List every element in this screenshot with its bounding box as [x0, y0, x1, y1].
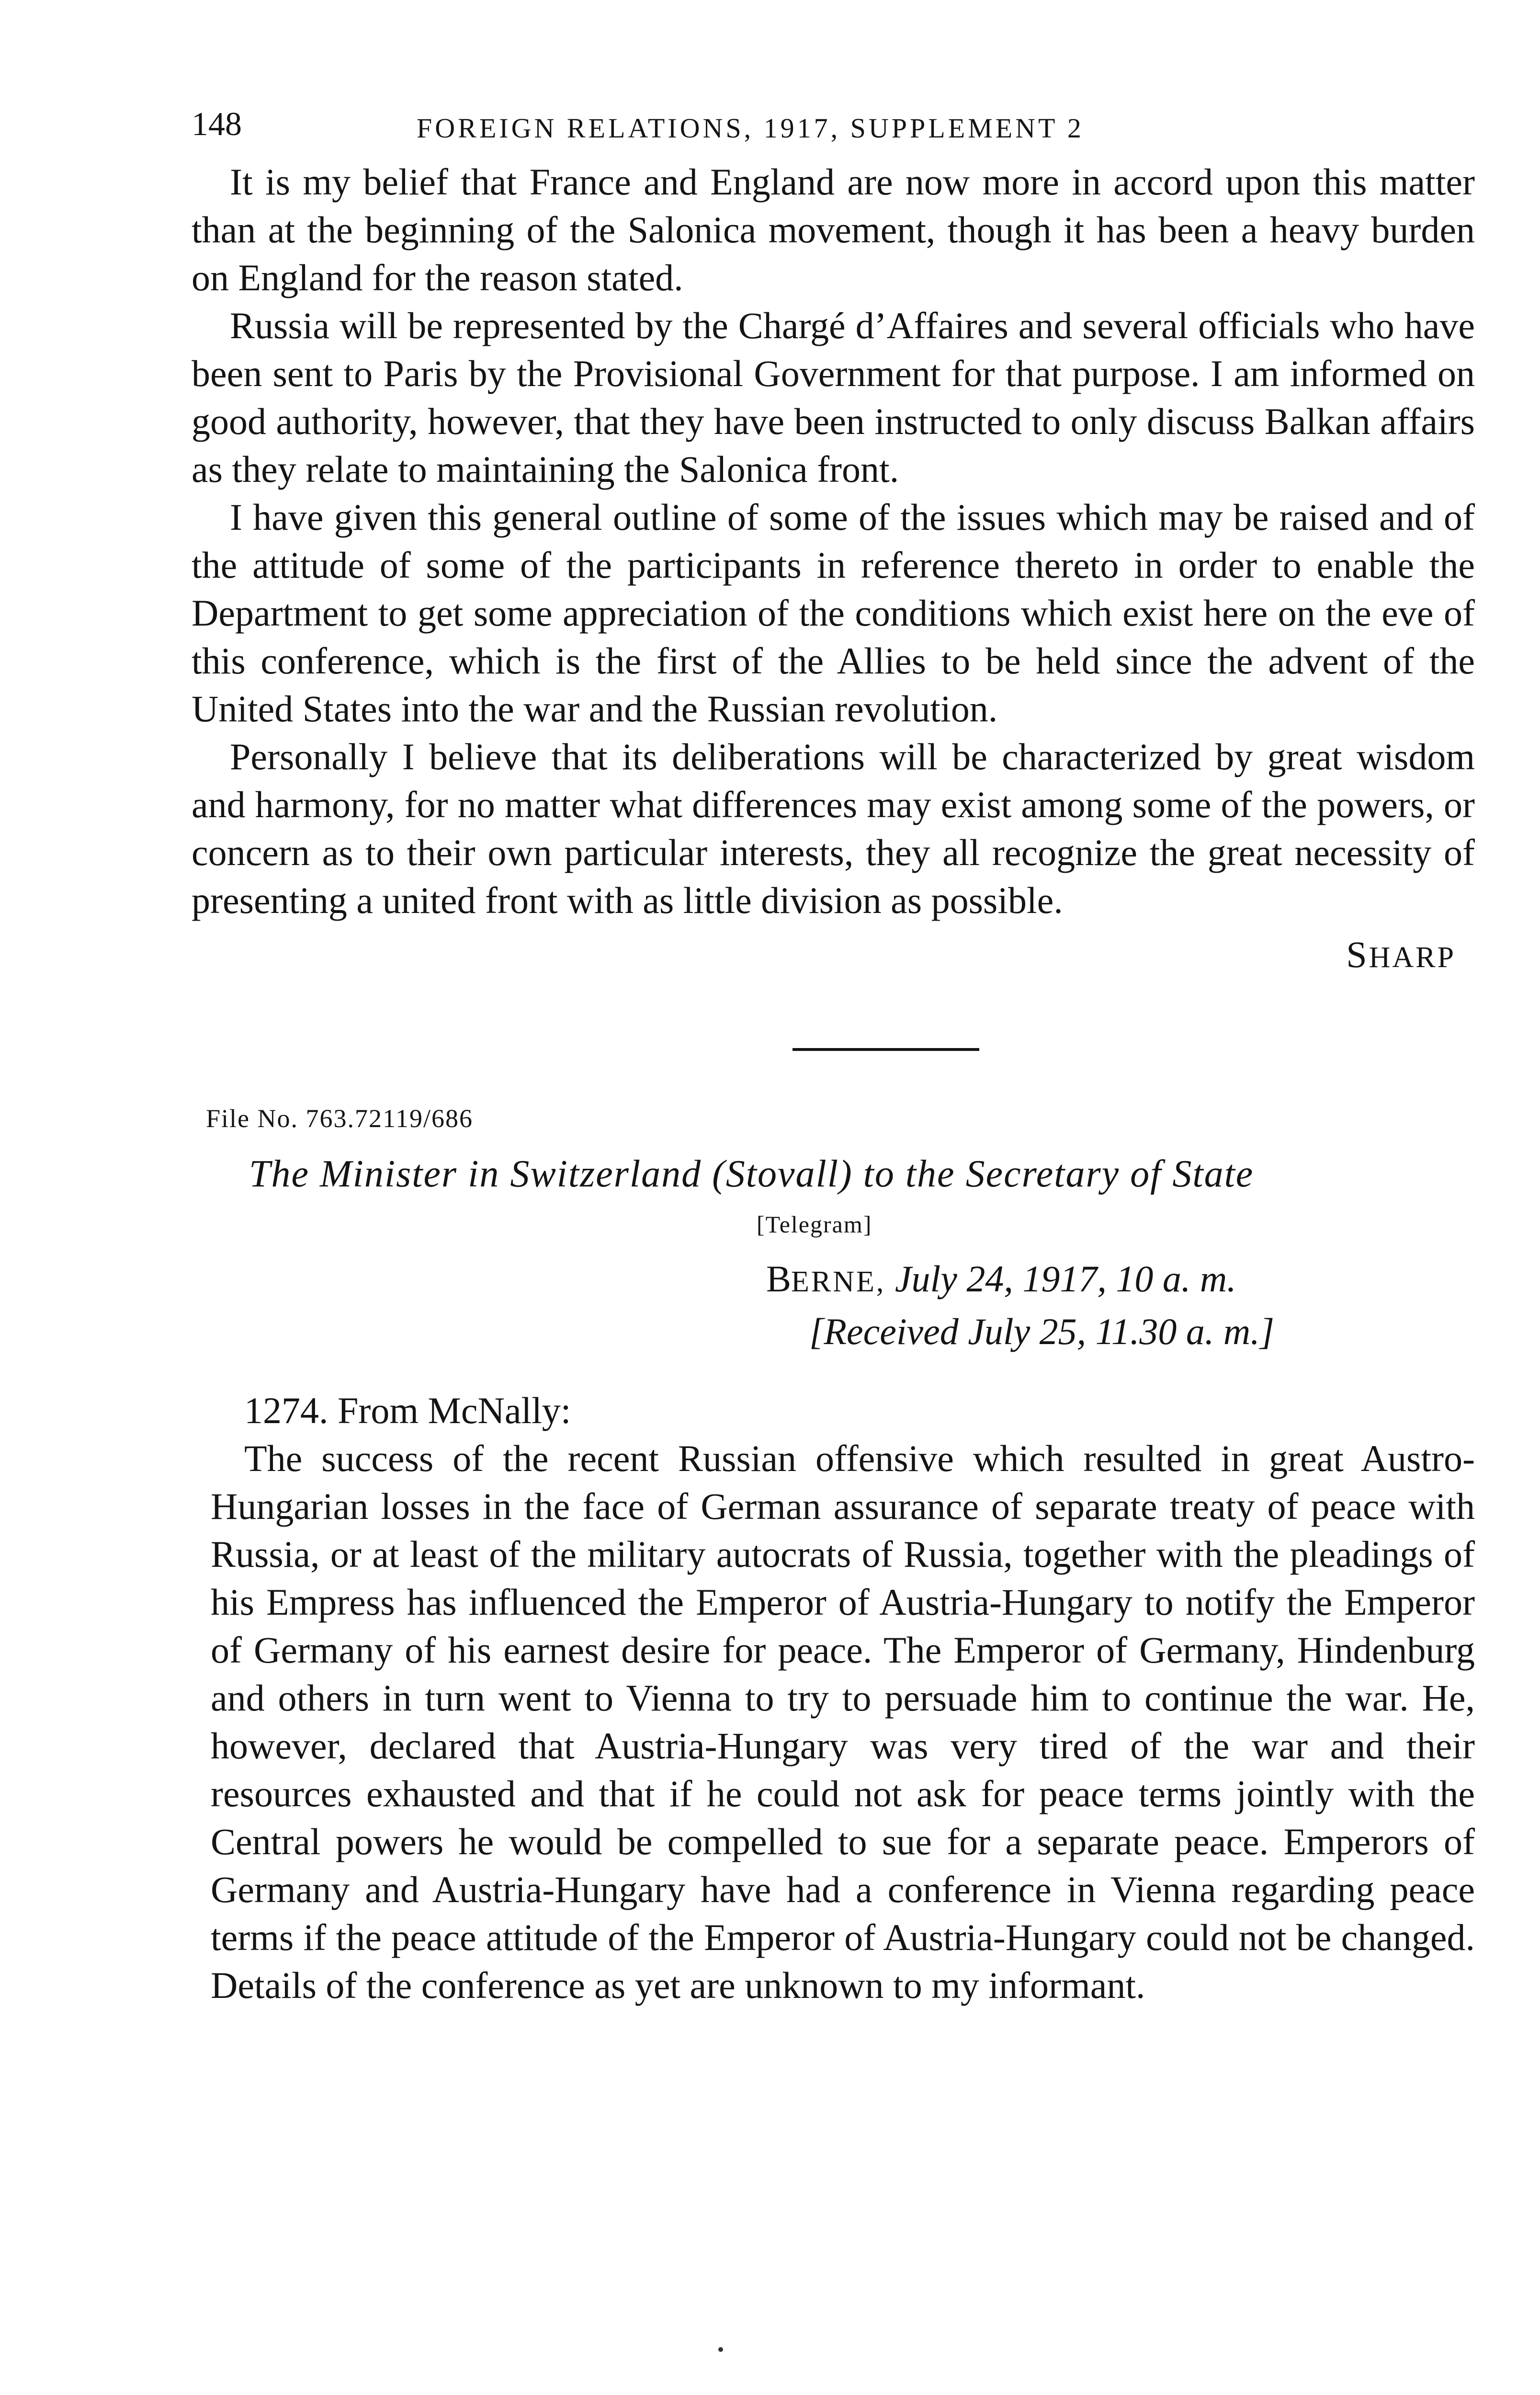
signature-initial: S [1346, 934, 1369, 975]
paragraph: It is my belief that France and England are now more in accord upon this matter than at the beginning of the Salonica movement, though it has been a heavy burden on England for the reason stated. [192, 161, 1475, 298]
telegram-body [192, 1387, 1475, 2009]
place-initial: B [766, 1258, 792, 1300]
file-number: File No. 763.72119/686 [206, 1104, 474, 1133]
document-title: The Minister in Switzerland (Stovall) to the Secretary of State [249, 1153, 1254, 1195]
paragraph: The success of the recent Russian offensive which resulted in great Austro-Hungarian losses in the face of German assurance of separate treaty of peace with Russia, or at least of the military autocrats of Russia, together with the pleadings of his Empress has influenced the Emperor of Austria-Hungary to notify the Emperor of Germany of his earnest desire for peace. The Emperor of Germany, Hindenburg and others in turn went to Vienna to try to persuade him to continue the war. He, however, declared that Austria-Hungary was very tired of the war and their resources exhausted and that if he could not ask for peace terms jointly with the Central powers he would be compelled to sue for a separate peace. Emperors of Germany and Austria-Hungary have had a conference in Vienna regarding peace terms if the peace attitude of the Emperor of Austria-Hungary could not be changed. Details of the conference as yet are unknown to my informant. [211, 1437, 1475, 2006]
dateline [766, 1257, 1475, 1300]
running-title: FOREIGN RELATIONS, 1917, SUPPLEMENT 2 [417, 113, 1084, 144]
signature [192, 933, 1475, 976]
stray-mark [718, 2347, 723, 2352]
date: July 24, 1917, 10 a. m. [895, 1258, 1236, 1300]
section-telegram [192, 1104, 1475, 2009]
document-type: [Telegram] [757, 1211, 872, 1238]
paragraph: I have given this general outline of some of the issues which may be raised and of the attitude of some of the participants in reference thereto in order to enable the Department to get some appreciation of the conditions which exist here on the eve of this conference, which is the first of the Allies to be held since the advent of the United States into the war and the Russian revolution. [192, 496, 1475, 730]
section-divider [793, 1048, 979, 1051]
paragraph: Russia will be represented by the Chargé d’Affaires and several officials who have been sent to Paris by the Provisional Government for that purpose. I am informed on good authority, however, that they have been instructed to only discuss Balkan affairs as they relate to maintaining the Salonica front. [192, 305, 1475, 490]
running-head [192, 105, 1475, 158]
paragraph: Personally I believe that its deliberations will be characterized by great wisdom and harmony, for no matter what differences may exist among some of the powers, or concern as to their own particular interests, they all recognize the great necessity of presenting a united front with as little division as possible. [192, 736, 1475, 921]
paragraph: 1274. From McNally: [244, 1390, 571, 1431]
section-sharp-letter [192, 158, 1475, 976]
page-number: 148 [192, 106, 242, 143]
place-rest: ERNE, [791, 1266, 886, 1298]
document-page [192, 105, 1475, 2009]
signature-rest: HARP [1369, 941, 1456, 974]
received-line: [Received July 25, 11.30 a. m.] [809, 1311, 1275, 1352]
